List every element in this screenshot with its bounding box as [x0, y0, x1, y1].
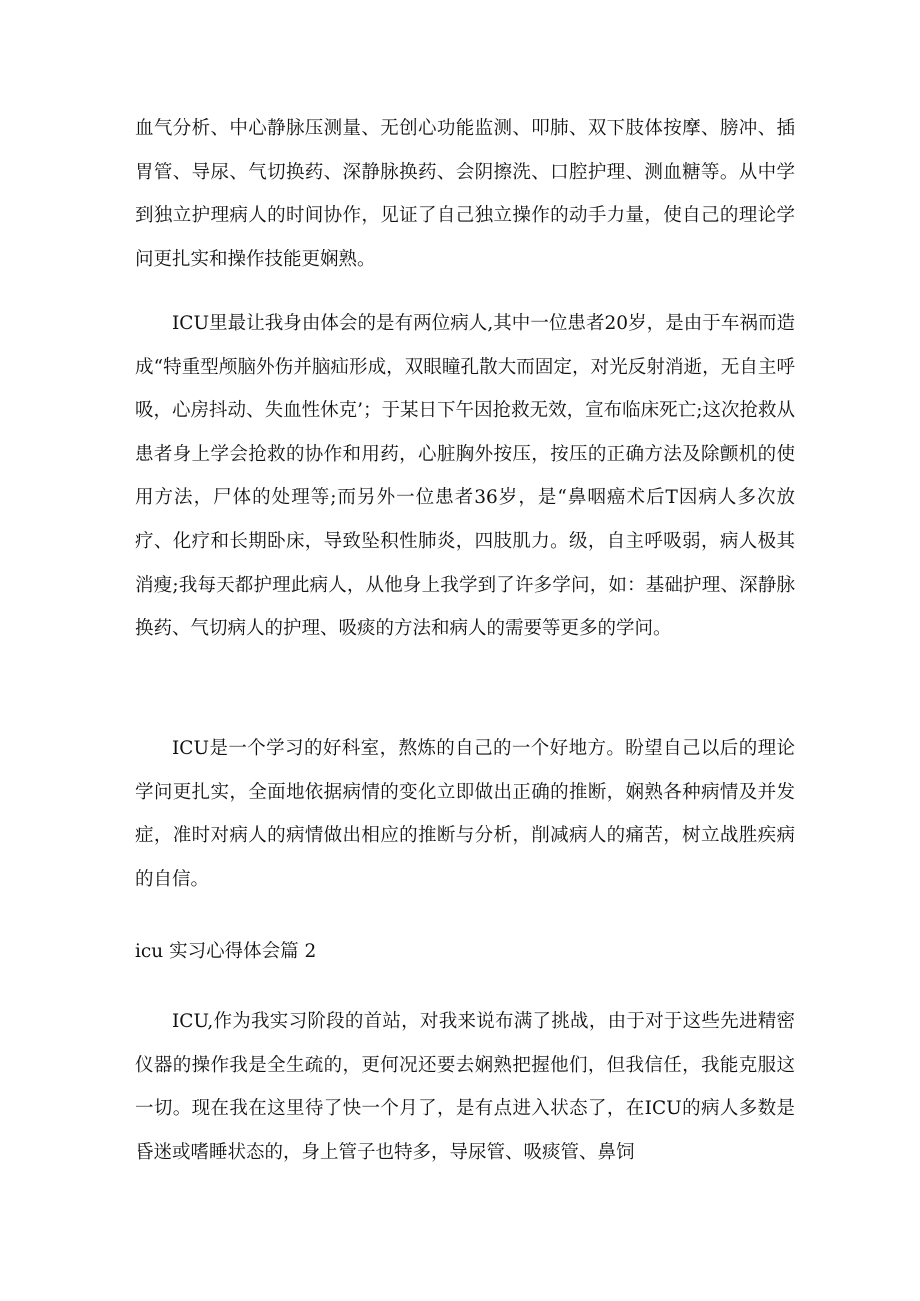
paragraph-icu-patients: ICU里最让我身由体会的是有两位病人,其中一位患者20岁，是由于车祸而造成“特重型颅脑外伤并脑疝形成，双眼瞳孔散大而固定，对光反射消逝，无自主呼吸，心房抖动、失血性休克’；于某日下午因抢救无效，宣布临床死亡;这次抢救从患者身上学会抢救的协作和用药，心脏胸外按压，按压的正确方法及除颤机的使用方法，尸体的处理等;而另外一位患者36岁，是“鼻咽癌术后T因病人多次放疗、化疗和长期卧床，导致坠积性肺炎，四肢肌力。级，自主呼吸弱，病人极其消瘦;我每天都护理此病人，从他身上我学到了许多学问，如：基础护理、深静脉换药、气切病人的护理、吸痰的方法和病人的需要等更多的学问。 [135, 313, 795, 640]
paragraph-icu-reflection: ICU是一个学习的好科室，熬炼的自己的一个好地方。盼望自己以后的理论学问更扎实，全面地依据病情的变化立即做出正确的推断，娴熟各种病情及并发症，准时对病人的病情做出相应的推断与分析，削减病人的痛苦，树立战胜疾病的自信。 [135, 738, 795, 890]
paragraph-procedures: 血气分析、中心静脉压测量、无创心功能监测、叩肺、双下肢体按摩、膀冲、插胃管、导尿、气切换药、深静脉换药、会阴擦洗、口腔护理、测血糖等。从中学到独立护理病人的时间协作，见证了自己独立操作的动手力量，使自己的理论学问更扎实和操作技能更娴熟。 [135, 118, 795, 270]
paragraph-icu-first-station: ICU,作为我实习阶段的首站，对我来说布满了挑战，由于对于这些先进精密仪器的操作我是全生疏的，更何况还要去娴熟把握他们，但我信任，我能克服这一切。现在我在这里待了快一个月了，是有点进入状态了，在ICU的病人多数是昏迷或嗜睡状态的，身上管子也特多，导尿管、吸痰管、鼻饲 [135, 1011, 795, 1163]
section-heading: icu 实习心得体会篇 2 [135, 941, 317, 962]
